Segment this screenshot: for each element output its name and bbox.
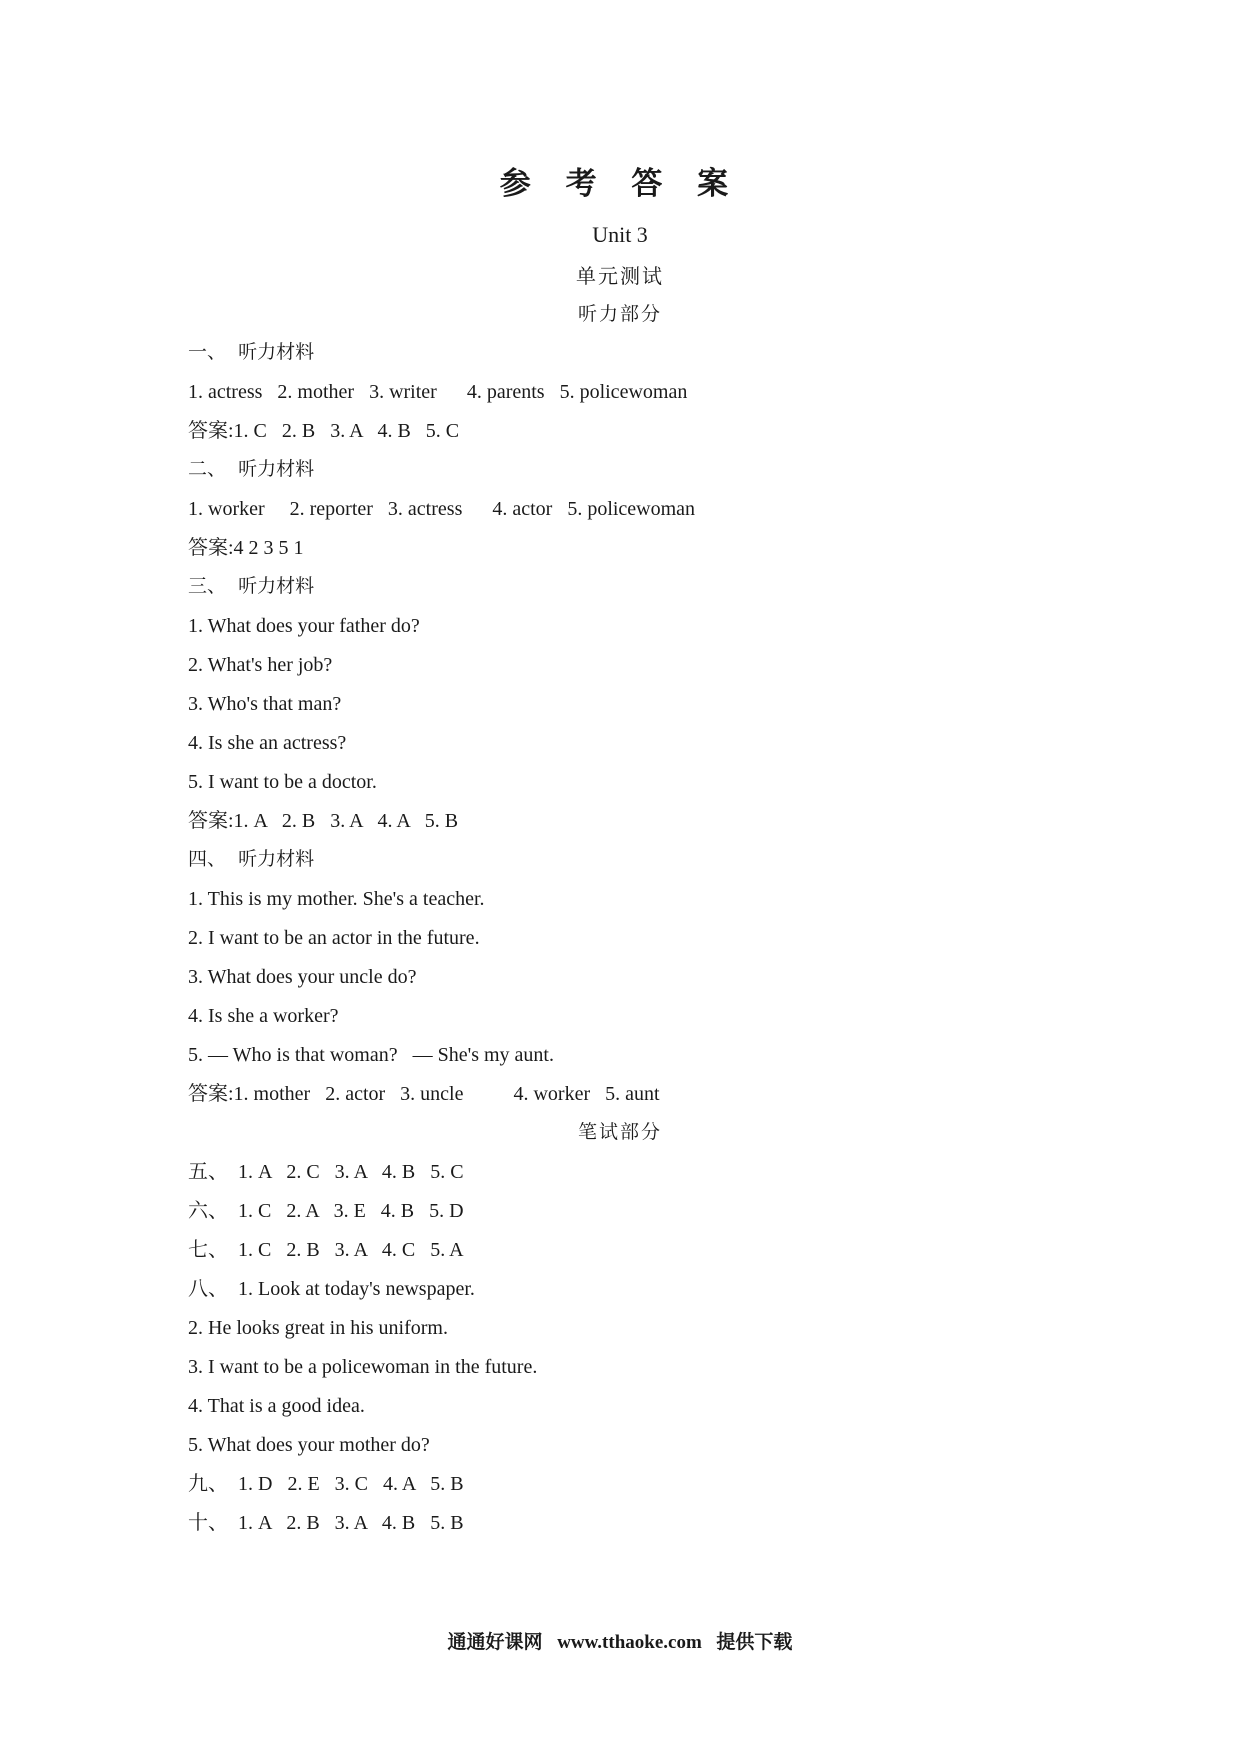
section-heading: 四、 听力材料 [188,848,315,870]
answer-line: 2. He looks great in his uniform. [188,1317,448,1339]
answer-line: 十、 1. A 2. B 3. A 4. B 5. B [188,1512,464,1534]
section-heading: 三、 听力材料 [188,575,315,597]
answer-line: 1. What does your father do? [188,615,420,637]
answer-line: 五、 1. A 2. C 3. A 4. B 5. C [188,1161,464,1183]
answer-line: 3. What does your uncle do? [188,966,417,988]
answer-line: 答案:1. mother 2. actor 3. uncle 4. worker 5. aunt [188,1083,660,1105]
answer-line: 5. What does your mother do? [188,1434,430,1456]
page-title: 参 考 答 案 [499,166,741,202]
writing-section-heading: 笔试部分 [577,1121,662,1143]
footer-download-text: 提供下载 [716,1631,793,1653]
answer-line: 5. — Who is that woman? — She's my aunt. [188,1044,554,1066]
answer-line: 2. What's her job? [188,654,333,676]
answer-line: 3. Who's that man? [188,693,342,715]
answer-line: 4. That is a good idea. [188,1395,365,1417]
answer-line: 2. I want to be an actor in the future. [188,927,480,949]
unit-test-heading: 单元测试 [576,264,664,288]
answer-line: 答案:1. C 2. B 3. A 4. B 5. C [188,420,460,442]
answer-line: 答案:4 2 3 5 1 [188,537,304,559]
answer-line: 3. I want to be a policewoman in the future. [188,1356,538,1378]
answer-line: 六、 1. C 2. A 3. E 4. B 5. D [188,1200,464,1222]
answer-line: 1. This is my mother. She's a teacher. [188,888,485,910]
footer-url-link[interactable]: www.tthaoke.com [557,1632,702,1653]
unit-heading: Unit 3 [592,222,648,247]
answer-line: 4. Is she a worker? [188,1005,339,1027]
footer [0,1627,1240,1654]
answer-line: 答案:1. A 2. B 3. A 4. A 5. B [188,810,459,832]
listening-section-heading: 听力部分 [577,303,662,325]
answer-line: 九、 1. D 2. E 3. C 4. A 5. B [188,1473,464,1495]
answer-line: 八、 1. Look at today's newspaper. [188,1278,475,1300]
answer-line: 七、 1. C 2. B 3. A 4. C 5. A [188,1239,464,1261]
section-heading: 一、 听力材料 [188,341,315,363]
answer-line: 5. I want to be a doctor. [188,771,377,793]
footer-site-name: 通通好课网 [447,1631,543,1653]
answer-line: 1. actress 2. mother 3. writer 4. parents 5. policewoman [188,381,688,403]
answer-line: 1. worker 2. reporter 3. actress 4. actor 5. policewoman [188,498,696,520]
section-heading: 二、 听力材料 [188,458,315,480]
answer-line: 4. Is she an actress? [188,732,347,754]
